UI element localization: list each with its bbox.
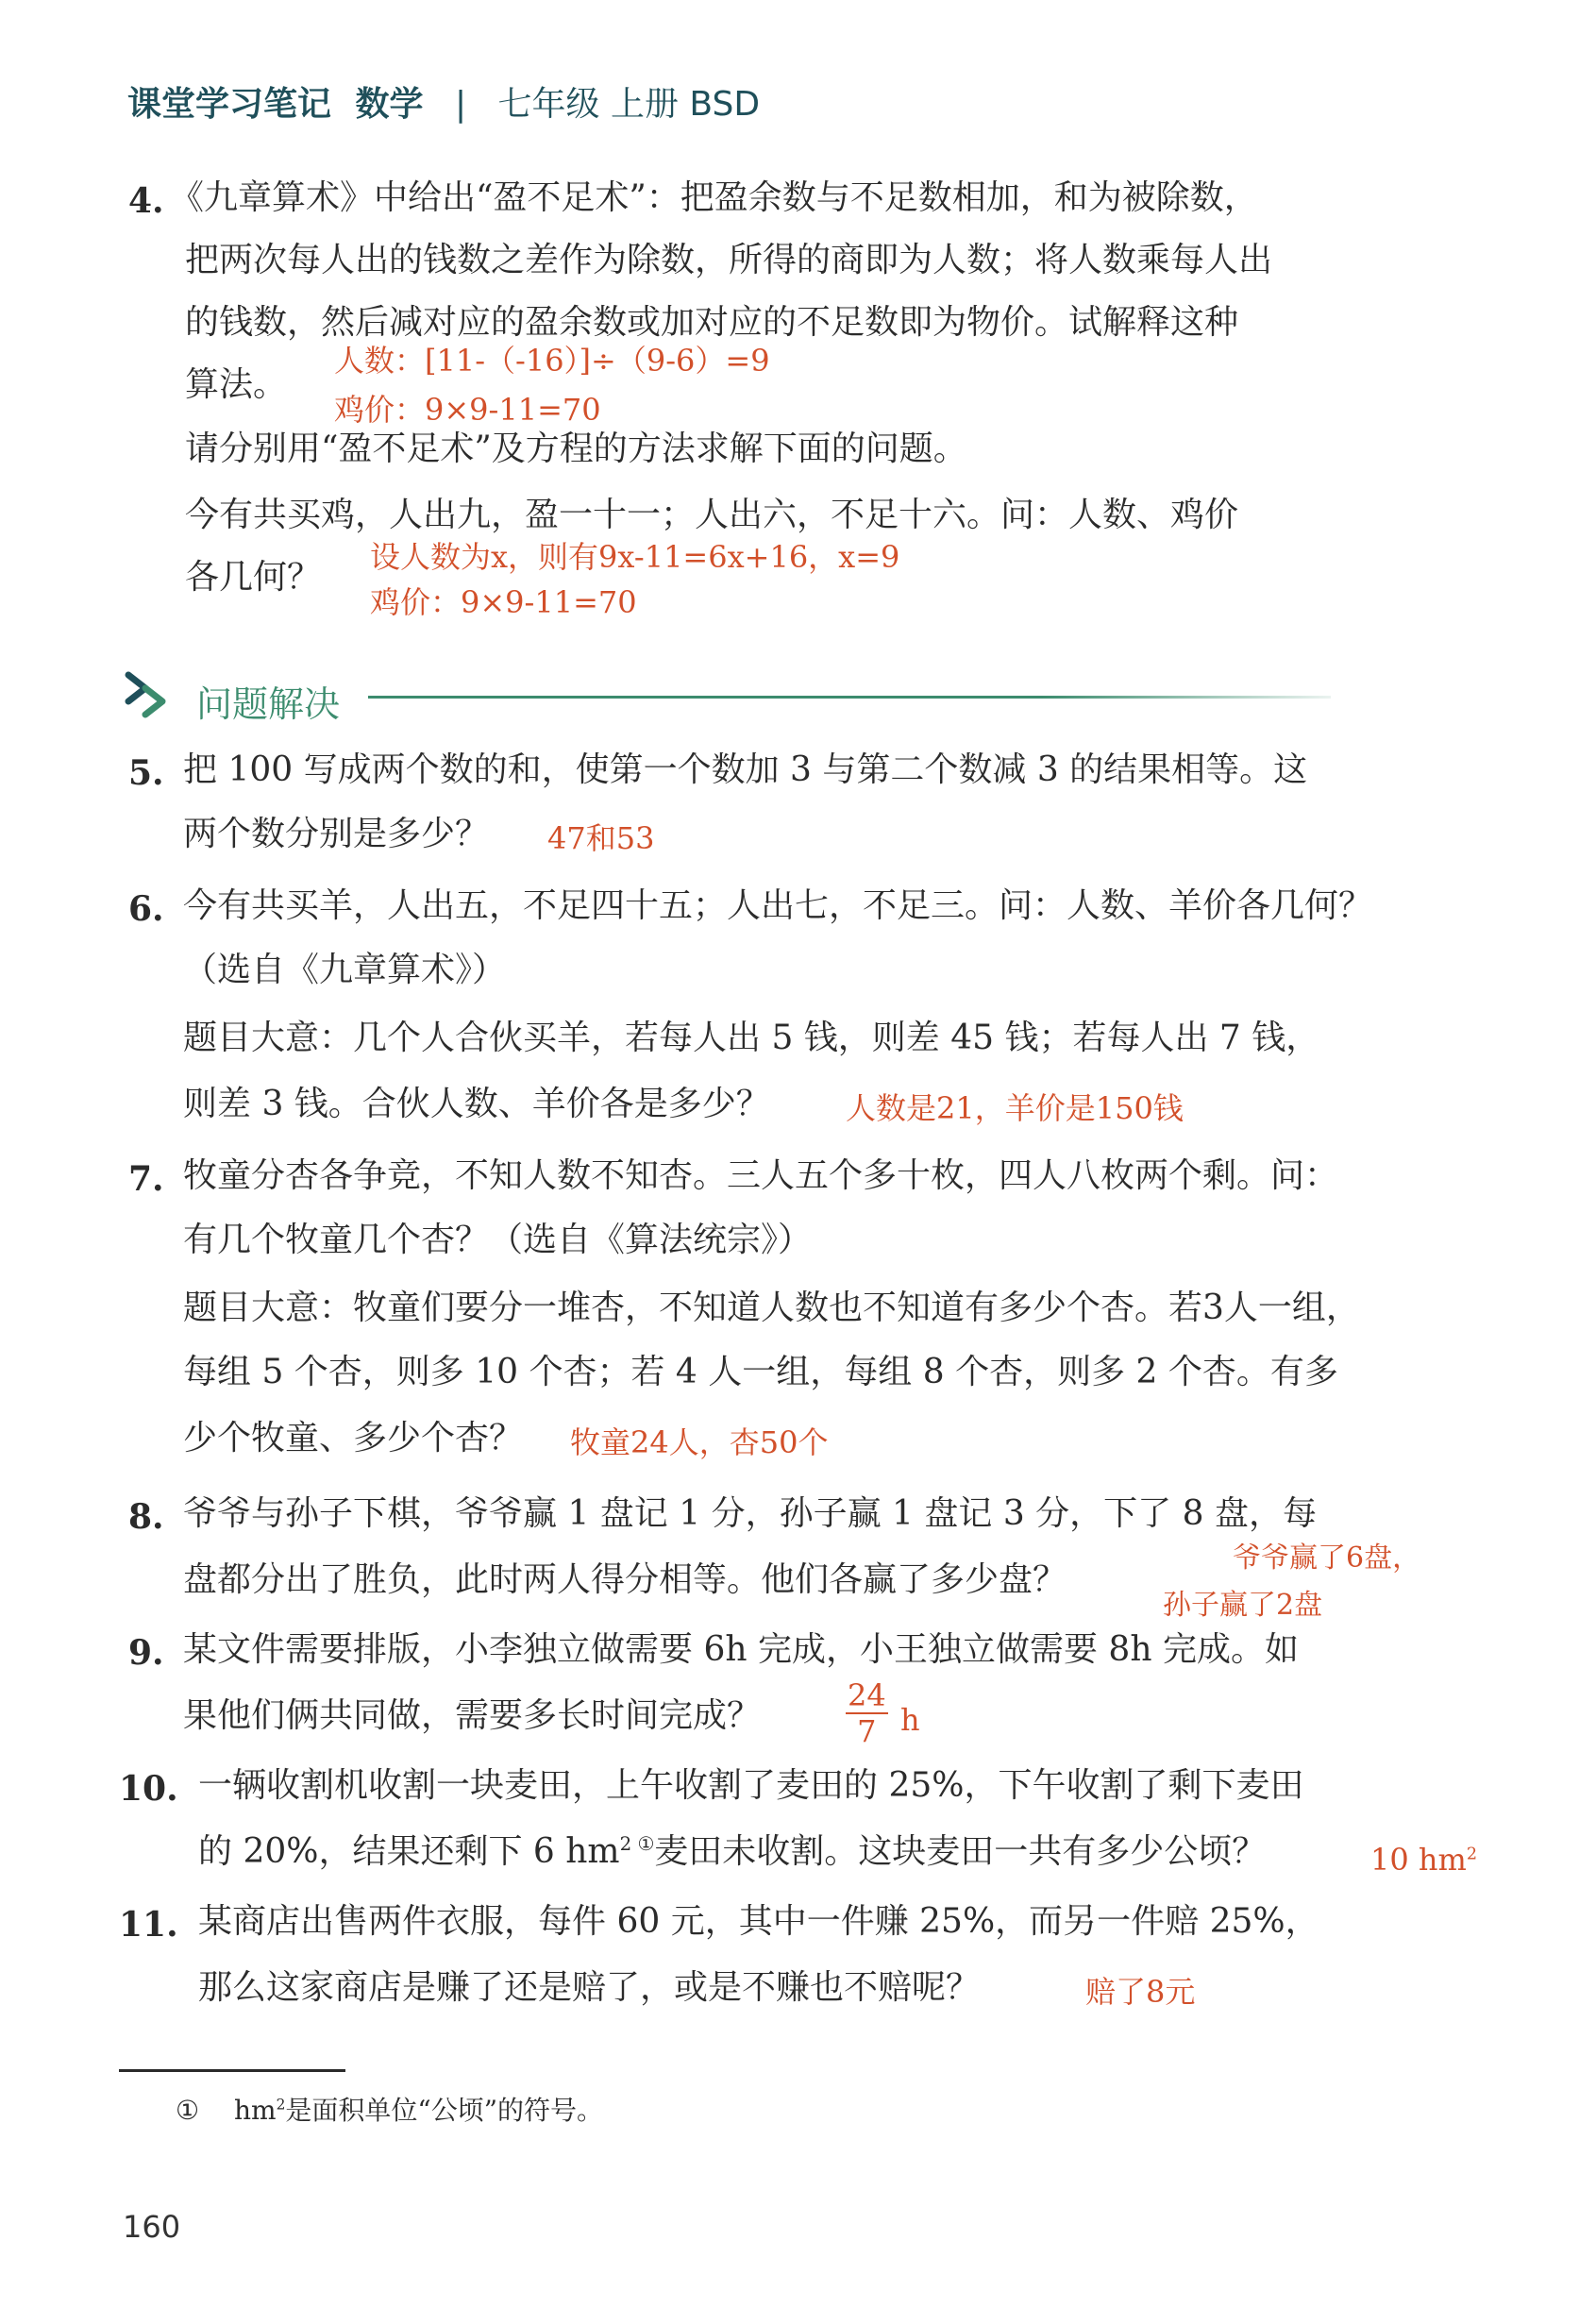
q9-answer-fraction — [846, 1678, 888, 1748]
q4-answer-price: 鸡价：9×9-11=70 — [334, 392, 601, 428]
q7-line: 牧童分杏各争竞，不知人数不知杏。三人五个多十枚，四人八枚两个剩。问： — [183, 1156, 1339, 1195]
q4-equation-price: 鸡价：9×9-11=70 — [370, 584, 637, 620]
q4-number: 4. — [128, 181, 164, 221]
q9-answer-unit: h — [900, 1702, 920, 1738]
q4-line: 请分别用“盈不足术”及方程的方法求解下面的问题。 — [185, 430, 967, 468]
q4-line: 《九章算术》中给出“盈不足术”：把盈余数与不足数相加，和为被除数， — [170, 178, 1258, 217]
q11-answer: 赔了8元 — [1085, 1974, 1196, 2010]
chevron-right-icon — [123, 667, 183, 720]
q7-line: 有几个牧童几个杏？（选自《算法统宗》） — [183, 1221, 813, 1259]
q6-line: 题目大意：几个人合伙买羊，若每人出 5 钱，则差 45 钱；若每人出 7 钱， — [183, 1019, 1320, 1057]
q4-line: 各几何？ — [185, 558, 322, 597]
page-header — [127, 77, 760, 126]
q10-line2-sup: 2 ① — [619, 1833, 655, 1855]
q5-line: 把 100 写成两个数的和，使第一个数加 3 与第二个数减 3 的结果相等。这 — [183, 750, 1308, 789]
q5-answer: 47和53 — [547, 820, 655, 856]
q11-line: 某商店出售两件衣服，每件 60 元，其中一件赚 25%，而另一件赔 25%， — [198, 1902, 1319, 1941]
section-banner — [123, 667, 1350, 725]
q7-line: 少个牧童、多少个杏？ — [183, 1419, 524, 1457]
q6-line: 则差 3 钱。合伙人数、羊价各是多少？ — [183, 1085, 770, 1123]
q4-line: 今有共买鸡，人出九，盈一十一；人出六，不足十六。问：人数、鸡价 — [185, 496, 1239, 534]
q10-answer-value: 10 hm — [1370, 1842, 1467, 1878]
q10-answer — [1370, 1842, 1478, 1878]
q10-line: 一辆收割机收割一块麦田，上午收割了麦田的 25%，下午收割了剩下麦田 — [198, 1766, 1304, 1805]
q4-equation-answer: 设人数为x，则有9x-11=6x+16，x=9 — [370, 539, 900, 575]
header-separator: | — [454, 85, 467, 124]
footnote-sup: 2 — [276, 2096, 286, 2114]
q7-line: 题目大意：牧童们要分一堆杏，不知道人数也不知道有多少个杏。若3人一组， — [183, 1289, 1360, 1327]
section-rule — [368, 696, 1331, 699]
subject-label: 数学 — [355, 85, 424, 124]
q7-number: 7. — [128, 1159, 164, 1199]
q9-answer-denominator: 7 — [857, 1713, 877, 1749]
q8-line: 盘都分出了胜负，此时两人得分相等。他们各赢了多少盘？ — [183, 1560, 1067, 1599]
q6-number: 6. — [128, 889, 164, 929]
q4-answer-count: 人数：[11-（-16）]÷（9-6）=9 — [334, 343, 770, 379]
q4-line: 的钱数，然后减对应的盈余数或加对应的不足数即为物价。试解释这种 — [185, 303, 1239, 342]
footnote-unit: hm — [234, 2095, 277, 2126]
q8-answer-grandson: 孙子赢了2盘 — [1163, 1589, 1323, 1622]
q10-number: 10. — [119, 1769, 178, 1809]
page-number: 160 — [123, 2209, 181, 2245]
q11-number: 11. — [119, 1905, 178, 1945]
q9-answer-numerator: 24 — [848, 1677, 886, 1713]
q7-answer: 牧童24人，杏50个 — [570, 1424, 829, 1460]
q5-line: 两个数分别是多少？ — [183, 815, 490, 853]
q10-line2-post: 麦田未收割。这块麦田一共有多少公顷？ — [654, 1832, 1267, 1871]
q6-answer: 人数是21，羊价是150钱 — [846, 1090, 1184, 1126]
footnote-text: 是面积单位“公顷”的符号。 — [285, 2095, 604, 2126]
q10-line — [198, 1832, 1267, 1871]
q4-line: 把两次每人出的钱数之差作为除数，所得的商即为人数；将人数乘每人出 — [185, 241, 1273, 279]
q7-line: 每组 5 个杏，则多 10 个杏；若 4 人一组，每组 8 个杏，则多 2 个杏。有多 — [183, 1353, 1338, 1391]
q4-line: 算法。 — [185, 365, 288, 404]
q10-line2-pre: 的 20%，结果还剩下 6 hm — [198, 1832, 620, 1871]
footnote-rule — [119, 2069, 345, 2072]
q8-number: 8. — [128, 1497, 164, 1537]
q9-line: 果他们俩共同做，需要多长时间完成？ — [183, 1696, 762, 1735]
book-title: 课堂学习笔记 — [127, 85, 332, 124]
q8-answer-grandpa: 爷爷赢了6盘， — [1233, 1541, 1421, 1575]
footnote — [176, 2090, 603, 2128]
q8-line: 爷爷与孙子下棋，爷爷赢 1 盘记 1 分，孙子赢 1 盘记 3 分，下了 8 盘，每 — [183, 1494, 1317, 1533]
q9-number: 9. — [128, 1633, 164, 1673]
q5-number: 5. — [128, 753, 164, 793]
section-title: 问题解决 — [196, 683, 341, 725]
q6-line: （选自《九章算术》） — [183, 951, 507, 989]
q6-line: 今有共买羊，人出五，不足四十五；人出七，不足三。问：人数、羊价各几何？ — [183, 886, 1373, 925]
q11-line: 那么这家商店是赚了还是赔了，或是不赚也不赔呢？ — [198, 1968, 981, 2007]
grade-label: 七年级 上册 BSD — [497, 85, 761, 124]
q9-line: 某文件需要排版，小李独立做需要 6h 完成，小王独立做需要 8h 完成。如 — [183, 1630, 1299, 1669]
q10-answer-sup: 2 — [1466, 1845, 1478, 1864]
footnote-mark: ① — [176, 2095, 200, 2126]
